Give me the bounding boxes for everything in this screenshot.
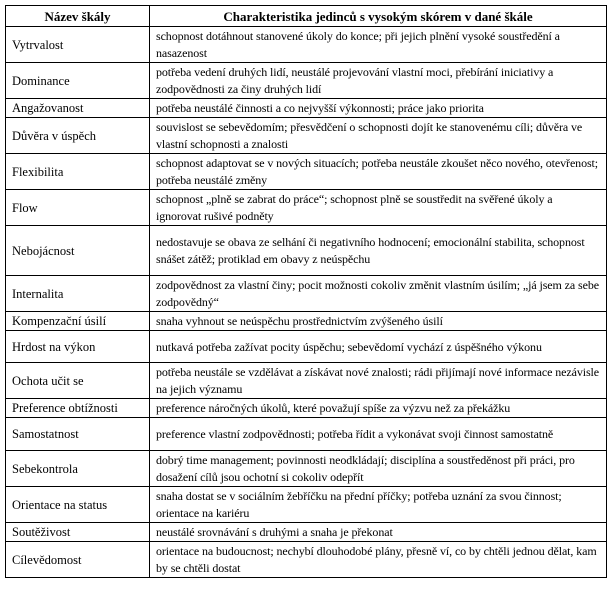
table-row [6,418,607,451]
table-row [6,451,607,487]
scale-characteristic-cell: schopnost dotáhnout stanovené úkoly do konce; při jejich plnění vysoké soustředění a nasazenost [150,27,607,63]
scale-name-cell: Internalita [6,276,150,312]
scale-characteristic-cell: schopnost adaptovat se v nových situacích; potřeba neustále zkoušet něco nového, otevřenost; potřeba neustálé změny [150,154,607,190]
scale-name-cell: Samostatnost [6,418,150,451]
scale-characteristic-cell: potřeba neustálé činnosti a co nejvyšší výkonnosti; práce jako priorita [150,99,607,118]
scales-table [5,5,607,578]
scale-name-cell: Cílevědomost [6,542,150,578]
scale-name-cell: Kompenzační úsilí [6,312,150,331]
table-row [6,118,607,154]
scale-name-cell: Důvěra v úspěch [6,118,150,154]
table-row [6,523,607,542]
table-row [6,190,607,226]
scale-name-cell: Sebekontrola [6,451,150,487]
table-row [6,542,607,578]
scale-characteristic-cell: zodpovědnost za vlastní činy; pocit možnosti cokoliv změnit vlastním úsilím; „já jsem za sebe zodpovědný“ [150,276,607,312]
scale-characteristic-cell: snaha dostat se v sociálním žebříčku na přední příčky; potřeba uznání za svou činnost; orientace na kariéru [150,487,607,523]
scale-characteristic-cell: preference náročných úkolů, které považují spíše za výzvu než za překážku [150,399,607,418]
header-scale-name: Název škály [6,6,150,27]
scale-characteristic-cell: nutkavá potřeba zažívat pocity úspěchu; sebevědomí vychází z úspěšného výkonu [150,331,607,363]
scale-characteristic-cell: potřeba vedení druhých lidí, neustálé projevování vlastní moci, přebírání iniciativy a zodpovědnosti za činy druhých lidí [150,63,607,99]
table-row [6,331,607,363]
scale-characteristic-cell: neustálé srovnávání s druhými a snaha je překonat [150,523,607,542]
table-row [6,276,607,312]
scale-name-cell: Ochota učit se [6,363,150,399]
table-row [6,99,607,118]
scale-name-cell: Orientace na status [6,487,150,523]
scale-name-cell: Soutěživost [6,523,150,542]
scale-characteristic-cell: potřeba neustále se vzdělávat a získávat nové znalosti; rádi přijímají nové informace nezávisle na jejich významu [150,363,607,399]
table-row [6,226,607,276]
table-row [6,312,607,331]
table-row [6,487,607,523]
scale-name-cell: Preference obtížnosti [6,399,150,418]
table-body [6,27,607,578]
table-row [6,363,607,399]
scale-characteristic-cell: dobrý time management; povinnosti neodkládají; disciplína a soustředěnost při práci, pro dosažení cílů jsou ochotní si cokoliv odepřít [150,451,607,487]
scale-name-cell: Vytrvalost [6,27,150,63]
table-row [6,63,607,99]
scale-name-cell: Hrdost na výkon [6,331,150,363]
header-characteristic: Charakteristika jedinců s vysokým skórem v dané škále [150,6,607,27]
scale-characteristic-cell: preference vlastní zodpovědnosti; potřeba řídit a vykonávat svoji činnost samostatně [150,418,607,451]
scale-name-cell: Flexibilita [6,154,150,190]
table-row [6,399,607,418]
scale-characteristic-cell: nedostavuje se obava ze selhání či negativního hodnocení; emocionální stabilita, schopnost snášet zátěž; protiklad em obavy z neúspěchu [150,226,607,276]
table-header-row [6,6,607,27]
table-row [6,27,607,63]
scale-name-cell: Dominance [6,63,150,99]
scale-name-cell: Flow [6,190,150,226]
scale-characteristic-cell: souvislost se sebevědomím; přesvědčení o schopnosti dojít ke stanovenému cíli; důvěra ve vlastní schopnosti a znalosti [150,118,607,154]
scale-characteristic-cell: snaha vyhnout se neúspěchu prostřednictvím zvýšeného úsilí [150,312,607,331]
scale-name-cell: Nebojácnost [6,226,150,276]
scale-characteristic-cell: orientace na budoucnost; nechybí dlouhodobé plány, přesně ví, co by chtěli jednou dělat, kam by se chtěli dostat [150,542,607,578]
table-row [6,154,607,190]
scale-name-cell: Angažovanost [6,99,150,118]
scale-characteristic-cell: schopnost „plně se zabrat do práce“; schopnost plně se soustředit na svěřené úkoly a ignorovat rušivé podněty [150,190,607,226]
